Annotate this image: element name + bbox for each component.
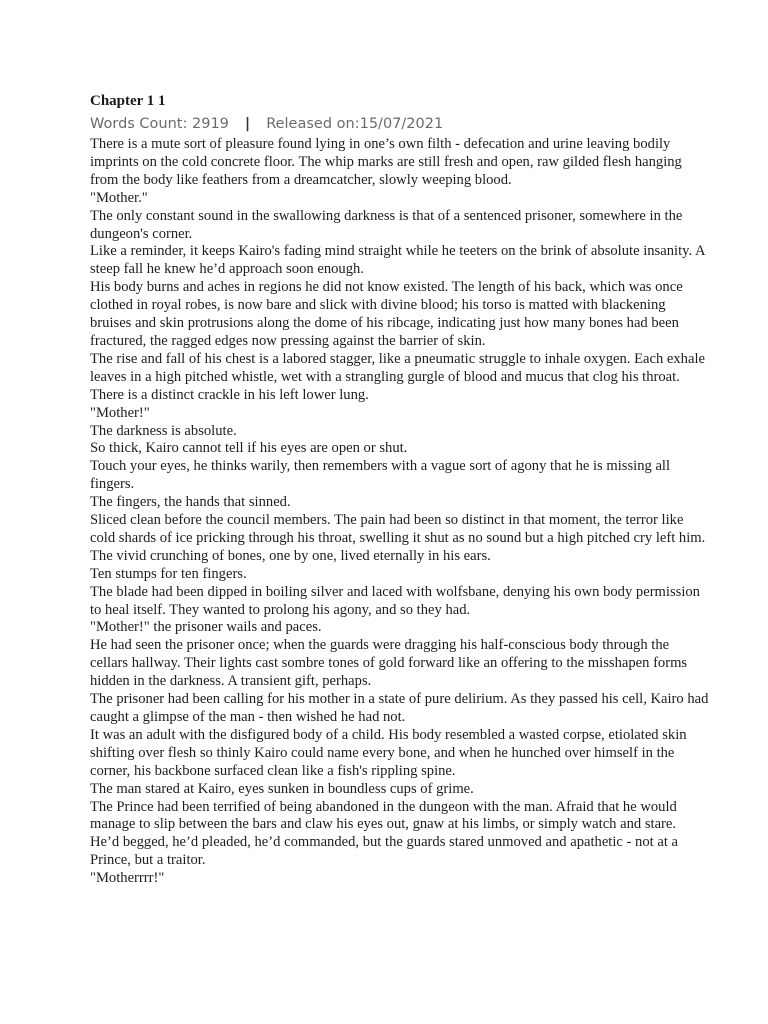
paragraph: There is a mute sort of pleasure found lying in one’s own filth - defecation and urine leaving bodily imprints on the cold concrete floor. The whip marks are still fresh and open, raw gilded flesh hanging from the body like feathers from a dreamcatcher, slowly weeping blood. (90, 136, 682, 188)
paragraph: The prisoner had been calling for his mother in a state of pure delirium. As they passed his cell, Kairo had caught a glimpse of the man - then wished he had not. (90, 691, 709, 725)
paragraph: "Mother." (90, 189, 148, 206)
paragraph: The man stared at Kairo, eyes sunken in boundless cups of grime. (90, 780, 474, 797)
paragraph: The Prince had been terrified of being abandoned in the dungeon with the man. Afraid that he would manage to slip between the bars and claw his eyes out, gnaw at his limbs, or simply watch and stare. (90, 798, 677, 833)
paragraph: Ten stumps for ten fingers. (90, 565, 247, 582)
paragraph: It was an adult with the disfigured body of a child. His body resembled a wasted corpse, etiolated skin shifting over flesh so thinly Kairo could name every bone, and when he hunched over himself in the corner, his backbone surfaced clean like a fish's rippling spine. (90, 726, 687, 779)
meta-separator: | (244, 116, 251, 132)
paragraph: "Motherrrr!" (90, 870, 165, 887)
document-page (90, 90, 710, 888)
paragraph: "Mother!" the prisoner wails and paces. (90, 619, 322, 636)
paragraph: "Mother!" (90, 404, 150, 421)
paragraph: He had seen the prisoner once; when the guards were dragging his half-conscious body through the cellars hallway. Their lights cast sombre tones of gold forward like an offering to the misshapen forms hidden in the darkness. A transient gift, perhaps. (90, 637, 688, 690)
paragraph: Like a reminder, it keeps Kairo's fading mind straight while he teeters on the brink of absolute insanity. A steep fall he knew he’d approach soon enough. (90, 243, 705, 278)
paragraph: So thick, Kairo cannot tell if his eyes are open or shut. (90, 440, 408, 457)
paragraph: The only constant sound in the swallowing darkness is that of a sentenced prisoner, somewhere in the dungeon's corner. (90, 207, 683, 242)
paragraph: The darkness is absolute. (90, 422, 237, 439)
paragraph: The fingers, the hands that sinned. (90, 494, 291, 511)
paragraph: Touch your eyes, he thinks warily, then remembers with a vague sort of agony that he is missing all fingers. (90, 458, 671, 493)
release-date: Released on:15/07/2021 (266, 116, 444, 132)
paragraph: The blade had been dipped in boiling silver and laced with wolfsbane, denying his own body permission to heal itself. They wanted to prolong his agony, and so they had. (90, 583, 700, 618)
paragraph: The rise and fall of his chest is a labored stagger, like a pneumatic struggle to inhale oxygen. Each exhale leaves in a high pitched whistle, wet with a strangling gurgle of blood and mucus that clog his throat. There is a distinct crackle in his left lower lung. (90, 350, 705, 403)
chapter-meta (90, 112, 710, 136)
paragraph: He’d begged, he’d pleaded, he’d commanded, but the guards stared unmoved and apathetic - not at a Prince, but a traitor. (90, 834, 678, 869)
paragraph: Sliced clean before the council members. The pain had been so distinct in that moment, the terror like cold shards of ice pricking through his throat, swelling it shut as no sound but a high pitched cry left him. The vivid crunching of bones, one by one, lived eternally in his ears. (90, 512, 706, 564)
chapter-title: Chapter 1 1 (90, 93, 166, 109)
chapter-body (90, 136, 710, 888)
paragraph: His body burns and aches in regions he did not know existed. The length of his back, which was once clothed in royal robes, is now bare and slick with divine blood; his torso is matted with blackening bruises and skin protrusions along the dome of his ribcage, indicating just how many bones had been fractured, the ragged edges now pressing against the barrier of skin. (90, 279, 683, 349)
words-count: Words Count: 2919 (90, 116, 229, 132)
